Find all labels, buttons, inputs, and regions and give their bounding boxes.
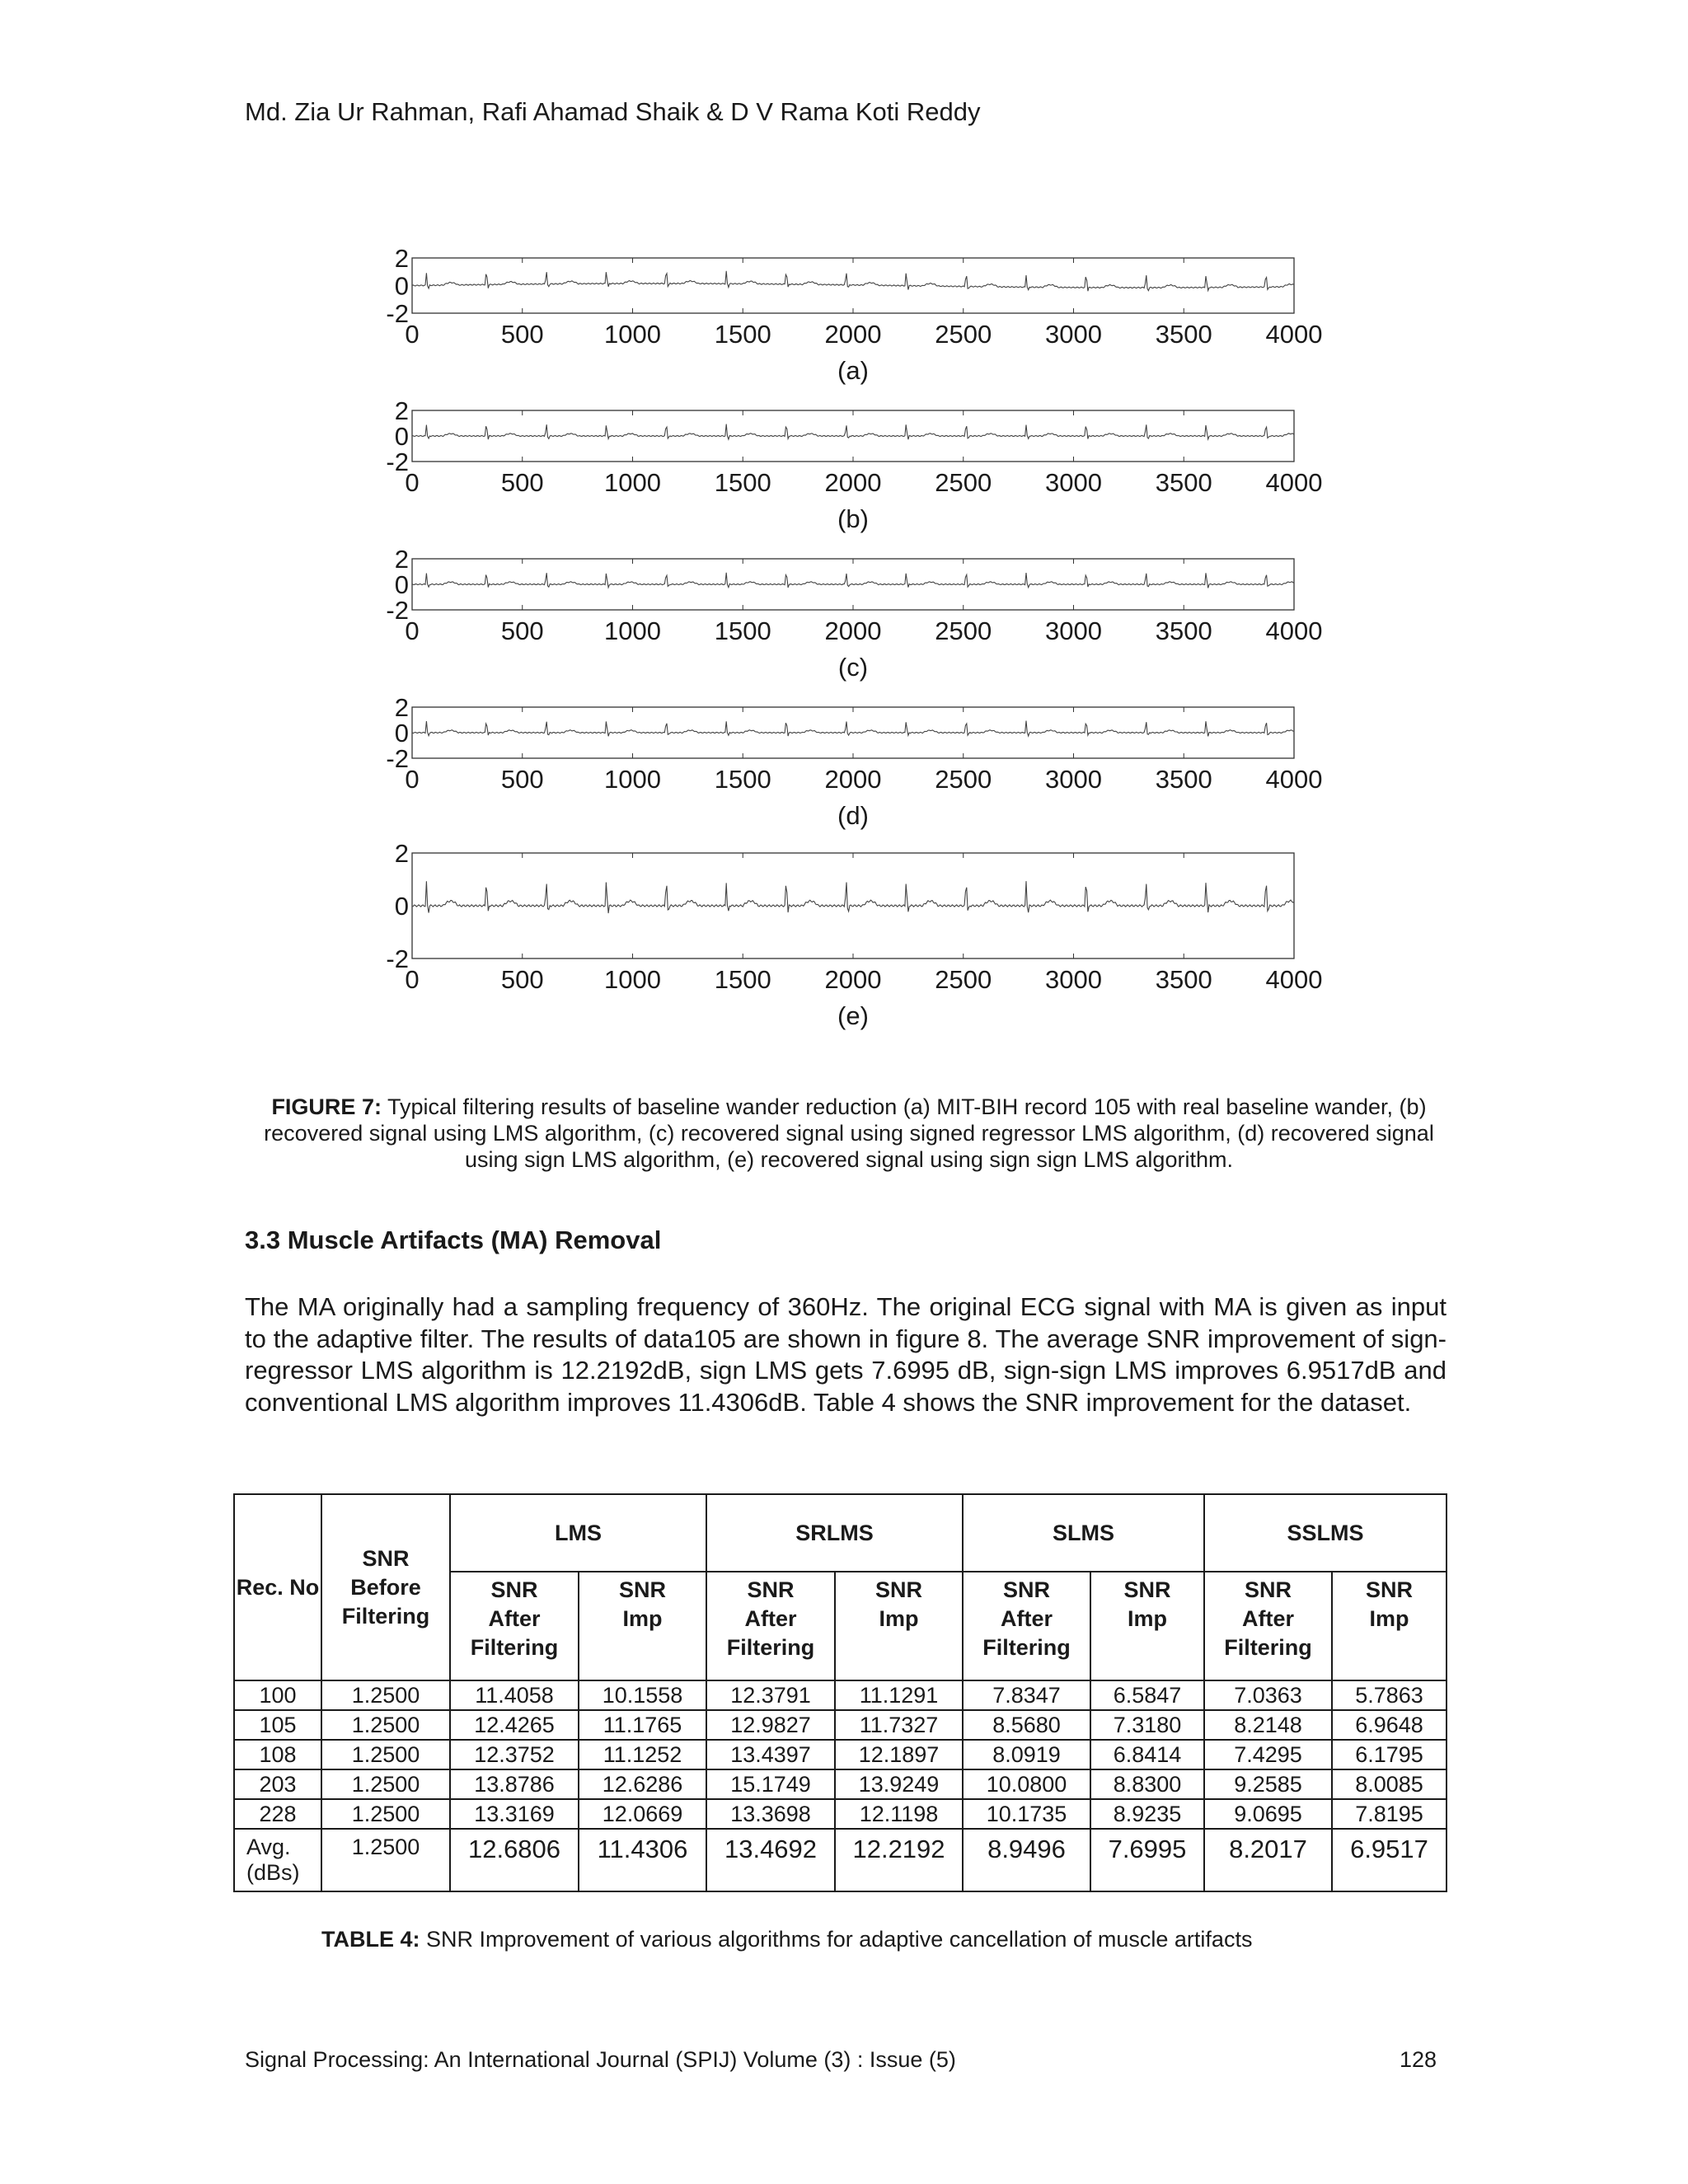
table-cell: 8.5680 <box>963 1710 1090 1740</box>
sub-header-after: SNR After Filtering <box>706 1572 835 1680</box>
avg-cell: 12.6806 <box>450 1829 579 1891</box>
footer-page-number: 128 <box>1400 2047 1437 2072</box>
x-tick-label: 1500 <box>714 965 771 994</box>
subplot-label: (d) <box>837 801 869 830</box>
ecg-subplot <box>386 545 1322 682</box>
snr-before-header: SNR Before Filtering <box>321 1494 450 1680</box>
table-cell: 9.0695 <box>1204 1799 1332 1829</box>
y-tick-label: -2 <box>386 944 409 973</box>
table-cell: 11.1291 <box>835 1680 963 1710</box>
x-tick-label: 3500 <box>1155 965 1212 994</box>
ecg-trace <box>412 881 1294 913</box>
table-cell: 15.1749 <box>706 1769 835 1799</box>
rec-no-cell: 203 <box>234 1769 321 1799</box>
sub-header-imp: SNR Imp <box>579 1572 706 1680</box>
x-tick-label: 1000 <box>604 765 661 794</box>
y-tick-label: 0 <box>394 570 409 599</box>
table-cell: 7.3180 <box>1090 1710 1204 1740</box>
table-cell: 13.3698 <box>706 1799 835 1829</box>
x-tick-label: 500 <box>500 468 544 497</box>
table-cell: 7.8195 <box>1332 1799 1447 1829</box>
x-tick-label: 4000 <box>1265 320 1323 349</box>
ecg-subplot <box>386 244 1322 385</box>
table-cell: 8.0085 <box>1332 1769 1447 1799</box>
y-tick-label: -2 <box>386 299 409 328</box>
group-header-slms: SLMS <box>963 1494 1204 1572</box>
table-caption-text: SNR Improvement of various algorithms for adaptive cancellation of muscle artifacts <box>426 1927 1253 1952</box>
figure-caption-label: FIGURE 7: <box>271 1094 382 1119</box>
y-tick-label: 2 <box>394 396 409 425</box>
x-tick-label: 1000 <box>604 468 661 497</box>
table-cell: 8.2148 <box>1204 1710 1332 1740</box>
table-cell: 7.4295 <box>1204 1740 1332 1769</box>
x-tick-label: 1500 <box>714 320 771 349</box>
x-tick-label: 2000 <box>824 616 882 645</box>
avg-cell: 1.2500 <box>321 1829 450 1891</box>
table-row <box>234 1769 1447 1799</box>
x-tick-label: 2500 <box>935 765 992 794</box>
avg-cell: 7.6995 <box>1090 1829 1204 1891</box>
footer-journal: Signal Processing: An International Journal (SPIJ) Volume (3) : Issue (5) <box>245 2047 956 2072</box>
table-cell: 1.2500 <box>321 1799 450 1829</box>
x-tick-label: 3500 <box>1155 320 1212 349</box>
avg-row <box>234 1829 1447 1891</box>
x-tick-label: 3500 <box>1155 765 1212 794</box>
ecg-subplot <box>386 839 1322 1030</box>
group-header-sslms: SSLMS <box>1204 1494 1447 1572</box>
x-tick-label: 2000 <box>824 320 882 349</box>
x-tick-label: 0 <box>405 765 420 794</box>
sub-header-after: SNR After Filtering <box>963 1572 1090 1680</box>
table-cell: 6.5847 <box>1090 1680 1204 1710</box>
sub-header-imp: SNR Imp <box>835 1572 963 1680</box>
x-tick-label: 4000 <box>1265 765 1323 794</box>
sub-header-imp: SNR Imp <box>1090 1572 1204 1680</box>
subplot-label: (c) <box>837 653 869 682</box>
x-tick-label: 1000 <box>604 320 661 349</box>
group-header-lms: LMS <box>450 1494 706 1572</box>
y-tick-label: 2 <box>394 839 409 868</box>
avg-cell: 12.2192 <box>835 1829 963 1891</box>
table-cell: 1.2500 <box>321 1680 450 1710</box>
table-row <box>234 1740 1447 1769</box>
table-cell: 1.2500 <box>321 1740 450 1769</box>
y-tick-label: 2 <box>394 545 409 574</box>
x-tick-label: 2500 <box>935 468 992 497</box>
x-tick-label: 0 <box>405 468 420 497</box>
x-tick-label: 3000 <box>1045 765 1102 794</box>
avg-label: Avg. (dBs) <box>234 1829 321 1891</box>
group-header-srlms: SRLMS <box>706 1494 963 1572</box>
x-tick-label: 2500 <box>935 965 992 994</box>
x-tick-label: 500 <box>500 320 544 349</box>
avg-cell: 8.2017 <box>1204 1829 1332 1891</box>
y-tick-label: -2 <box>386 596 409 625</box>
x-tick-label: 3000 <box>1045 320 1102 349</box>
table-cell: 13.8786 <box>450 1769 579 1799</box>
x-tick-label: 1500 <box>714 765 771 794</box>
ecg-trace <box>412 271 1294 291</box>
rec-no-cell: 108 <box>234 1740 321 1769</box>
x-tick-label: 2500 <box>935 616 992 645</box>
table-row <box>234 1710 1447 1740</box>
y-tick-label: 0 <box>394 422 409 451</box>
x-tick-label: 4000 <box>1265 965 1323 994</box>
table-caption <box>321 1927 1252 1952</box>
table-cell: 13.3169 <box>450 1799 579 1829</box>
table-cell: 12.6286 <box>579 1769 706 1799</box>
table-cell: 1.2500 <box>321 1769 450 1799</box>
table-cell: 12.3752 <box>450 1740 579 1769</box>
ecg-trace <box>412 573 1294 588</box>
y-tick-label: 2 <box>394 693 409 722</box>
table-cell: 12.0669 <box>579 1799 706 1829</box>
table-cell: 12.1897 <box>835 1740 963 1769</box>
table-cell: 8.9235 <box>1090 1799 1204 1829</box>
table-row <box>234 1799 1447 1829</box>
table-cell: 12.4265 <box>450 1710 579 1740</box>
figure-caption <box>256 1094 1442 1173</box>
table-cell: 8.8300 <box>1090 1769 1204 1799</box>
table-cell: 13.9249 <box>835 1769 963 1799</box>
sub-header-after: SNR After Filtering <box>450 1572 579 1680</box>
x-tick-label: 1000 <box>604 965 661 994</box>
ecg-subplot <box>386 693 1322 830</box>
ecg-trace <box>412 721 1294 737</box>
table-cell: 6.9648 <box>1332 1710 1447 1740</box>
table-cell: 7.0363 <box>1204 1680 1332 1710</box>
table-cell: 7.8347 <box>963 1680 1090 1710</box>
x-tick-label: 3500 <box>1155 468 1212 497</box>
table-cell: 1.2500 <box>321 1710 450 1740</box>
x-tick-label: 4000 <box>1265 468 1323 497</box>
x-tick-label: 3000 <box>1045 616 1102 645</box>
x-tick-label: 2500 <box>935 320 992 349</box>
table-cell: 10.1558 <box>579 1680 706 1710</box>
table-cell: 6.8414 <box>1090 1740 1204 1769</box>
figure-caption-text: Typical filtering results of baseline wander reduction (a) MIT-BIH record 105 with real baseline wander, (b) recovered signal using LMS algorithm, (c) recovered signal using signed regressor LMS algorithm, (d) recovered signal using sign LMS algorithm, (e) recovered signal using sign sign LMS algorithm. <box>264 1094 1434 1172</box>
x-tick-label: 0 <box>405 616 420 645</box>
table-cell: 11.1765 <box>579 1710 706 1740</box>
table-cell: 9.2585 <box>1204 1769 1332 1799</box>
table-cell: 10.1735 <box>963 1799 1090 1829</box>
figure-7-ecg-plots <box>363 239 1352 1055</box>
table-cell: 12.1198 <box>835 1799 963 1829</box>
plot-frame <box>412 258 1294 313</box>
y-tick-label: -2 <box>386 448 409 476</box>
x-tick-label: 500 <box>500 765 544 794</box>
y-tick-label: 0 <box>394 271 409 301</box>
table-cell: 11.1252 <box>579 1740 706 1769</box>
avg-cell: 11.4306 <box>579 1829 706 1891</box>
y-tick-label: 2 <box>394 244 409 273</box>
x-tick-label: 2000 <box>824 965 882 994</box>
snr-table <box>233 1493 1447 1892</box>
subplot-label: (e) <box>837 1001 869 1030</box>
x-tick-label: 3500 <box>1155 616 1212 645</box>
table-cell: 6.1795 <box>1332 1740 1447 1769</box>
x-tick-label: 1500 <box>714 468 771 497</box>
avg-cell: 13.4692 <box>706 1829 835 1891</box>
table-cell: 5.7863 <box>1332 1680 1447 1710</box>
subplot-label: (a) <box>837 356 869 385</box>
y-tick-label: 0 <box>394 719 409 748</box>
table-cell: 13.4397 <box>706 1740 835 1769</box>
sub-header-imp: SNR Imp <box>1332 1572 1447 1680</box>
x-tick-label: 1000 <box>604 616 661 645</box>
table-cell: 11.7327 <box>835 1710 963 1740</box>
rec-no-cell: 100 <box>234 1680 321 1710</box>
table-row <box>234 1680 1447 1710</box>
x-tick-label: 1500 <box>714 616 771 645</box>
table-cell: 10.0800 <box>963 1769 1090 1799</box>
x-tick-label: 500 <box>500 965 544 994</box>
ecg-trace <box>412 424 1294 440</box>
table-cell: 11.4058 <box>450 1680 579 1710</box>
rec-no-cell: 105 <box>234 1710 321 1740</box>
x-tick-label: 2000 <box>824 765 882 794</box>
x-tick-label: 0 <box>405 320 420 349</box>
page-header-authors: Md. Zia Ur Rahman, Rafi Ahamad Shaik & D V Rama Koti Reddy <box>245 97 981 126</box>
x-tick-label: 3000 <box>1045 468 1102 497</box>
ecg-subplot <box>386 396 1322 533</box>
avg-cell: 6.9517 <box>1332 1829 1447 1891</box>
rec-no-cell: 228 <box>234 1799 321 1829</box>
subplot-label: (b) <box>837 504 869 533</box>
rec-no-header: Rec. No <box>234 1494 321 1680</box>
avg-cell: 8.9496 <box>963 1829 1090 1891</box>
section-paragraph: The MA originally had a sampling frequency of 360Hz. The original ECG signal with MA is given as input to the adaptive filter. The results of data105 are shown in figure 8. The average SNR improvement of sign-regressor LMS algorithm is 12.2192dB, sign LMS gets 7.6995 dB, sign-sign LMS improves 6.9517dB and conventional LMS algorithm improves 11.4306dB. Table 4 shows the SNR improvement for the dataset. <box>245 1292 1447 1417</box>
sub-header-after: SNR After Filtering <box>1204 1572 1332 1680</box>
x-tick-label: 0 <box>405 965 420 994</box>
x-tick-label: 2000 <box>824 468 882 497</box>
section-heading: 3.3 Muscle Artifacts (MA) Removal <box>245 1226 662 1254</box>
y-tick-label: 0 <box>394 892 409 921</box>
x-tick-label: 500 <box>500 616 544 645</box>
x-tick-label: 3000 <box>1045 965 1102 994</box>
table-cell: 12.9827 <box>706 1710 835 1740</box>
table-caption-label: TABLE 4: <box>321 1927 420 1952</box>
x-tick-label: 4000 <box>1265 616 1323 645</box>
table-cell: 8.0919 <box>963 1740 1090 1769</box>
table-cell: 12.3791 <box>706 1680 835 1710</box>
y-tick-label: -2 <box>386 744 409 773</box>
